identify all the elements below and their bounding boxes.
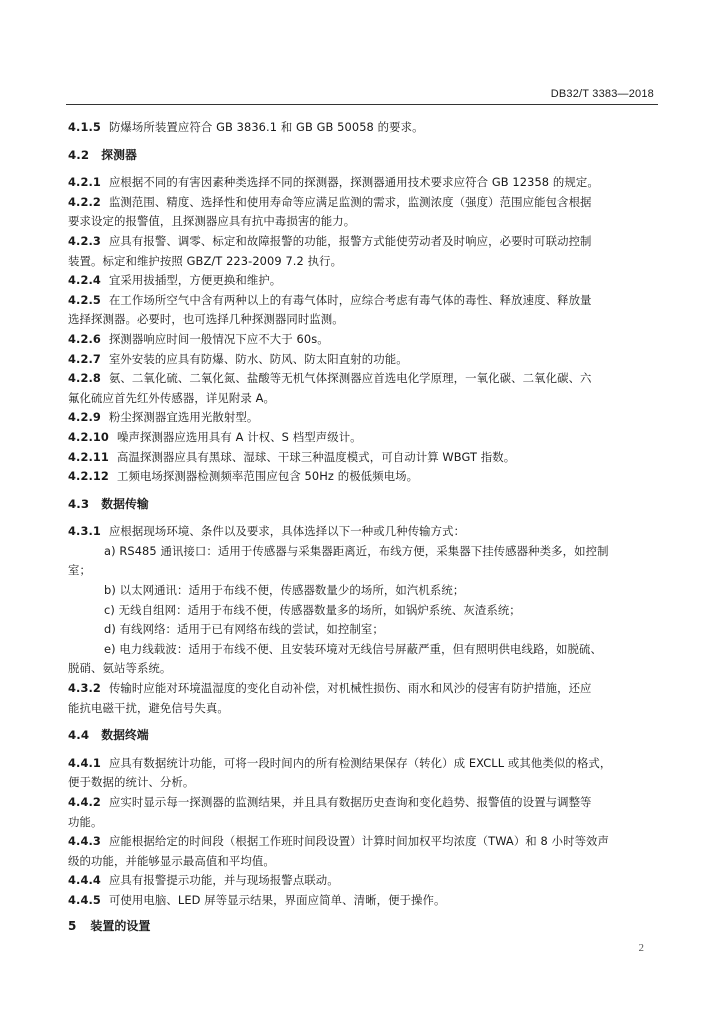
continuation-line: 要求设定的报警值，且探测器应具有抗中毒损害的能力。 [68, 214, 356, 229]
clause-line [68, 118, 658, 138]
clause-line [68, 522, 658, 542]
clause-text: 应具有报警、调零、标定和故障报警的功能，报警方式能使劳动者及时响应，必要时可联动控制 [108, 233, 592, 248]
section-number: 4.2 [68, 147, 90, 162]
standard-code: DB32/T 3383—2018 [550, 88, 654, 100]
clause-number: 4.2.12 [68, 469, 109, 484]
clause-line [68, 271, 658, 291]
clause-text: 可使用电脑、LED 屏等显示结果，界面应简单、清晰，便于操作。 [108, 892, 446, 907]
clause-line [68, 369, 658, 389]
chapter-title: 装置的设置 [90, 919, 151, 933]
clause-line [68, 408, 658, 428]
continuation-line: 功能。 [68, 814, 103, 829]
chapter-number: 5 [68, 919, 77, 933]
clause-line [68, 448, 658, 468]
clause-text: 噪声探测器应选用具有 A 计权、S 档型声级计。 [116, 429, 362, 444]
clause-text: 在工作场所空气中含有两种以上的有毒气体时，应综合考虑有毒气体的毒性、释放速度、释放量 [108, 292, 592, 307]
list-item: b) 以太网通讯：适用于布线不便，传感器数量少的场所，如汽机系统； [104, 583, 465, 598]
clause-text: 应具有报警提示功能，并与现场报警点联动。 [108, 873, 339, 888]
section-title: 数据终端 [101, 728, 149, 743]
section-heading [68, 495, 658, 515]
clause-text: 监测范围、精度、选择性和使用寿命等应满足监测的需求，监测浓度（强度）范围应能包含根据 [108, 194, 592, 209]
continuation-line: 能抗电磁干扰，避免信号失真。 [68, 700, 229, 715]
list-item: a) RS485 通讯接口：适用于传感器与采集器距离近，布线方便，采集器下挂传感器种类多，如控制 [104, 543, 609, 558]
clause-line [68, 350, 658, 370]
clause-line [68, 679, 658, 699]
clause-number: 4.2.10 [68, 429, 109, 444]
section-heading [68, 146, 658, 166]
clause-line [68, 291, 658, 311]
clause-number: 4.4.1 [68, 755, 101, 770]
clause-number: 4.1.5 [68, 120, 101, 134]
section-number: 4.4 [68, 728, 90, 743]
clause-number: 4.2.8 [68, 371, 101, 386]
header-divider [66, 104, 658, 105]
clause-number: 4.4.4 [68, 873, 101, 888]
clause-number: 4.4.2 [68, 795, 101, 809]
clause-line [68, 173, 658, 193]
continuation-line: 选择探测器。必要时，也可选择几种探测器同时监测。 [68, 312, 344, 327]
continuation-line: 装置。标定和维护按照 GBZ/T 223-2009 7.2 执行。 [68, 253, 343, 268]
clause-line [68, 832, 658, 852]
section-number: 4.3 [68, 496, 90, 511]
clause-text: 室外安装的应具有防爆、防水、防风、防太阳直射的功能。 [108, 351, 408, 366]
clause-line [68, 232, 658, 252]
clause-text: 应能根据给定的时间段（根据工作班时间段设置）计算时间加权平均浓度（TWA）和 8 小时等效声 [108, 834, 610, 849]
clause-number: 4.2.11 [68, 449, 109, 464]
clause-number: 4.2.9 [68, 410, 101, 425]
clause-number: 4.4.5 [68, 892, 101, 907]
clause-line [68, 754, 658, 774]
clause-text: 工频电场探测器检测频率范围应包含 50Hz 的极低频电场。 [116, 469, 419, 484]
clause-number: 4.2.2 [68, 194, 101, 209]
continuation-line: 氟化硫应首先红外传感器，详见附录 A。 [68, 390, 275, 405]
list-item: d) 有线网络：适用于已有网络布线的尝试，如控制室； [104, 622, 384, 637]
clause-number: 4.2.7 [68, 351, 101, 366]
clause-text: 宜采用拔插型，方便更换和维护。 [108, 273, 282, 288]
clause-number: 4.2.3 [68, 233, 101, 248]
section-title: 探测器 [101, 147, 137, 162]
chapter-heading [68, 917, 150, 934]
continuation-line: 室； [68, 563, 91, 578]
clause-text: 应根据不同的有害因素种类选择不同的探测器，探测器通用技术要求应符合 GB 12358 的规定。 [108, 175, 599, 190]
clause-line [68, 871, 658, 891]
continuation-line: 级的功能，并能够显示最高值和平均值。 [68, 853, 275, 868]
continuation-line: 脱硝、氨站等系统。 [68, 661, 172, 676]
clause-number: 4.3.1 [68, 524, 101, 539]
section-title: 数据传输 [101, 496, 149, 511]
clause-text: 应实时显示每一探测器的监测结果，并且具有数据历史查询和变化趋势、报警值的设置与调整等 [108, 795, 592, 809]
clause-text: 探测器响应时间一般情况下应不大于 60s。 [108, 331, 329, 346]
clause-number: 4.2.1 [68, 175, 101, 190]
clause-line [68, 793, 658, 813]
clause-line [68, 193, 658, 213]
clause-text: 高温探测器应具有黑球、湿球、干球三种温度模式，可自动计算 WBGT 指数。 [116, 449, 516, 464]
clause-text: 防爆场所装置应符合 GB 3836.1 和 GB GB 50058 的要求。 [108, 120, 424, 134]
page-number: 2 [638, 942, 644, 954]
clause-text: 粉尘探测器宜选用光散射型。 [108, 410, 259, 425]
clause-text: 传输时应能对环境温湿度的变化自动补偿，对机械性损伤、雨水和风沙的侵害有防护措施，还应 [108, 681, 592, 696]
continuation-line: 便于数据的统计、分析。 [68, 775, 195, 790]
clause-line [68, 467, 658, 487]
clause-number: 4.2.4 [68, 273, 101, 288]
clause-number: 4.2.5 [68, 292, 101, 307]
clause-line [68, 428, 658, 448]
section-heading [68, 726, 658, 746]
list-item: c) 无线自组网：适用于布线不便，传感器数量多的场所，如锅炉系统、灰渣系统； [104, 602, 521, 617]
clause-text: 应根据现场环境、条件以及要求，具体选择以下一种或几种传输方式： [108, 524, 466, 539]
clause-number: 4.4.3 [68, 834, 101, 849]
clause-line [68, 891, 658, 911]
clause-text: 应具有数据统计功能，可将一段时间内的所有检测结果保存（转化）成 EXCLL 或其他类似的格式， [108, 755, 612, 770]
clause-number: 4.2.6 [68, 331, 101, 346]
clause-line [68, 330, 658, 350]
list-item: e) 电力线载波：适用于布线不便、且安装环境对无线信号屏蔽严重，但有照明供电线路，如脱硫、 [104, 641, 602, 656]
clause-number: 4.3.2 [68, 681, 101, 696]
document-body [68, 118, 658, 911]
clause-text: 氨、二氧化硫、二氧化氮、盐酸等无机气体探测器应首选电化学原理，一氧化碳、二氧化碳、六 [108, 371, 592, 386]
